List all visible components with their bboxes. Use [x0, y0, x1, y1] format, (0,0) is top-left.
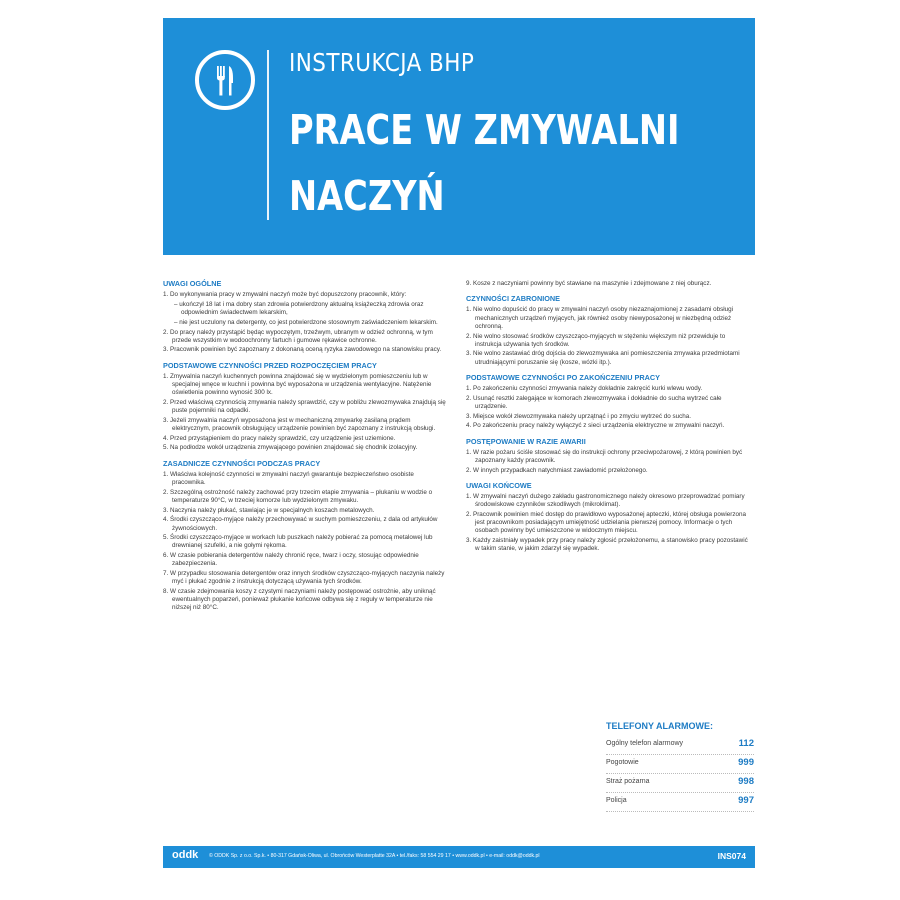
list-item: 1. W zmywalni naczyń dużego zakładu gastronomicznego należy okresowo przeprowadzać pomiary środowiskowe czynników szkodliwych (mikroklimat). [466, 493, 745, 509]
section-heading-before: PODSTAWOWE CZYNNOŚCI PRZED ROZPOCZĘCIEM PRACY [163, 360, 377, 370]
phone-row [606, 737, 754, 755]
footer-bar [163, 846, 755, 868]
list-item: 2. Do pracy należy przystąpić będąc wypoczętym, trzeźwym, ubranym w odzież ochronną, w tym przede wszystkim w wodoochronny fartuch i gumowe rękawice ochronne. [163, 328, 433, 344]
section-heading-general: UWAGI OGÓLNE [163, 279, 222, 288]
footer-address: © ODDK Sp. z o.o. Sp.k. • 80-317 Gdańsk-Oliwa, ul. Obrońców Westerplatte 32A • tel./faks: 58 554 29 17 • www.oddk.pl • e-mail: oddk@oddk.pl [209, 853, 540, 859]
list-item: 1. W razie pożaru ściśle stosować się do instrukcji ochrony przeciwpożarowej, z którą powinien być zapoznany każdy pracownik. [466, 448, 743, 464]
left-column [163, 280, 446, 614]
phone-row [606, 775, 754, 793]
list-item: 2. W innych przypadkach natychmiast zawiadomić przełożonego. [466, 466, 648, 474]
phone-label: Pogotowie [606, 759, 639, 766]
header-divider [267, 50, 269, 220]
list-item: 4. Po zakończeniu pracy należy wyłączyć z sieci urządzenia elektryczne w zmywalni naczyń. [466, 422, 725, 430]
list-item: 3. Miejsce wokół zlewozmywaka należy uprzątnąć i po zmyciu wytrzeć do sucha. [466, 412, 692, 420]
phone-row [606, 756, 754, 774]
cutlery-icon [195, 50, 255, 110]
header-banner [163, 18, 755, 255]
list-item: 3. Jeżeli zmywalnia naczyń wyposażona jest w mechaniczną zmywarkę zasilaną prądem elektrycznym, pracownik obsługujący urządzenie powinien być zapoznany z instrukcją obsługi. [163, 416, 436, 433]
phone-number: 997 [738, 795, 754, 806]
list-item: 3. Naczynia należy płukać, stawiając je w specjalnych koszach metalowych. [163, 506, 375, 514]
page-title-line1: PRACE W ZMYWALNI [289, 106, 680, 154]
phone-label: Straż pożarna [606, 778, 650, 785]
phone-number: 112 [738, 738, 754, 749]
list-item: 2. Nie wolno stosować środków czyszcząco-myjących w stężeniu większym niż przewiduje to instrukcja używania tych środków. [466, 332, 726, 348]
phones-heading: TELEFONY ALARMOWE: [606, 721, 713, 731]
list-item: 4. Środki czyszcząco-myjące należy przechowywać w suchym pomieszczeniu, z dala od artykułów żywnościowych. [163, 516, 438, 532]
list-subitem: – ukończył 18 lat i ma dobry stan zdrowia potwierdzony aktualną książeczką zdrowia oraz odpowiednim świadectwem lekarskim, [174, 300, 424, 317]
section-heading-final: UWAGI KOŃCOWE [466, 480, 532, 490]
emergency-phones [606, 721, 754, 813]
document-code: INS074 [717, 851, 746, 861]
instruction-sheet [163, 18, 755, 870]
list-item: 3. Nie wolno zastawiać dróg dojścia do zlewozmywaka ani pomieszczenia zmywaka przedmiotami utrudniającymi poruszanie się (kosze, wózki itp.). [466, 350, 740, 366]
list-item: 1. Nie wolno dopuścić do pracy w zmywalni naczyń osoby niezaznajomionej z zasadami obsługi mechanicznych urządzeń myjących, jak również osoby niewyposażonej w niezbędną odzież ochronną. [466, 306, 734, 330]
right-column [466, 280, 750, 555]
list-item: 2. Szczególną ostrożność należy zachować przy trzecim etapie zmywania – płukaniu w wodzie o temperaturze 90°C, w trzeciej komorze lub wydzielonym zmywaku. [163, 488, 433, 504]
list-item: 1. Zmywalnia naczyń kuchennych powinna znajdować się w wydzielonym pomieszczeniu lub w specjalnej wnęce w kuchni i powinna być wyposażona w urządzenia wentylacyjne. Natężenie oświetlenia powinno wynosić 300 lx. [163, 372, 432, 397]
section-heading-forbidden: CZYNNOŚCI ZABRONIONE [466, 294, 561, 304]
phone-label: Policja [606, 797, 627, 804]
phone-number: 999 [738, 757, 754, 768]
list-subitem: – nie jest uczulony na detergenty, co jest potwierdzone stosownym zaświadczeniem lekarskim. [174, 318, 438, 326]
page-title-line2: NACZYŃ [289, 172, 445, 220]
list-item: 5. Na podłodze wokół urządzenia zmywającego powinien znajdować się chodnik izolacyjny. [163, 444, 418, 452]
list-item: 3. Pracownik powinien być zapoznany z dokonaną oceną ryzyka zawodowego na stanowisku pracy. [163, 346, 442, 354]
brand-logo: oddk [172, 849, 199, 861]
section-heading-emergency: POSTĘPOWANIE W RAZIE AWARII [466, 436, 586, 446]
document-kicker: INSTRUKCJA BHP [289, 48, 475, 77]
list-item: 1. Do wykonywania pracy w zmywalni naczyń może być dopuszczony pracownik, który: [163, 291, 407, 299]
list-item: 1. Po zakończeniu czynności zmywania należy dokładnie zakręcić kurki wlewu wody. [466, 385, 703, 393]
list-item: 6. W czasie pobierania detergentów należy chronić ręce, twarz i oczy, stosując odpowiednie zabezpieczenia. [163, 552, 419, 568]
section-heading-during: ZASADNICZE CZYNNOŚCI PODCZAS PRACY [163, 458, 321, 468]
list-item: 3. Każdy zaistniały wypadek przy pracy należy zgłosić przełożonemu, a stanowisko pracy pozostawić w takim stanie, w jakim zdarzył się wypadek. [466, 537, 748, 553]
list-item: 7. W przypadku stosowania detergentów oraz innych środków czyszcząco-myjących naczynia należy myć i płukać zgodnie z instrukcją dotyczącą używania tych środków. [163, 570, 445, 586]
list-item: 2. Przed właściwą czynnością zmywania należy sprawdzić, czy w pobliżu zlewozmywaka znajdują się puste pojemniki na odpadki. [163, 398, 446, 415]
list-item: 1. Właściwa kolejność czynności w zmywalni naczyń gwarantuje bezpieczeństwo osobiste pracownika. [163, 470, 414, 487]
phone-label: Ogólny telefon alarmowy [606, 740, 684, 747]
list-item: 5. Środki czyszcząco-myjące w workach lub puszkach należy pobierać za pomocą metalowej lub drewnianej szufelki, a nie gołymi rękoma. [163, 534, 433, 550]
list-item: 2. Pracownik powinien mieć dostęp do prawidłowo wyposażonej apteczki, której obsługa powierzona jest pracownikom posiadającym umiejętność udzielania pierwszej pomocy. Informacje o tych osobach powinny być umieszczone w widocznym miejscu. [466, 510, 747, 535]
list-item: 8. W czasie zdejmowania koszy z czystymi naczyniami należy postępować ostrożnie, aby uniknąć ewentualnych poparzeń, ponieważ płukanie końcowe odbywa się z reguły w temperaturze nie niższej niż 80°C. [163, 588, 436, 612]
section-heading-after: PODSTAWOWE CZYNNOŚCI PO ZAKOŃCZENIU PRACY [466, 372, 661, 382]
list-item: 4. Przed przystąpieniem do pracy należy sprawdzić, czy urządzenie jest uziemione. [163, 434, 396, 442]
phone-number: 998 [738, 776, 754, 787]
phone-row [606, 794, 754, 812]
list-item: 2. Usunąć resztki zalegające w komorach zlewozmywaka i dokładnie do sucha wytrzeć całe urządzenie. [466, 394, 722, 410]
list-item: 9. Kosze z naczyniami powinny być stawiane na maszynie i zdejmowane z niej oburącz. [466, 280, 712, 287]
